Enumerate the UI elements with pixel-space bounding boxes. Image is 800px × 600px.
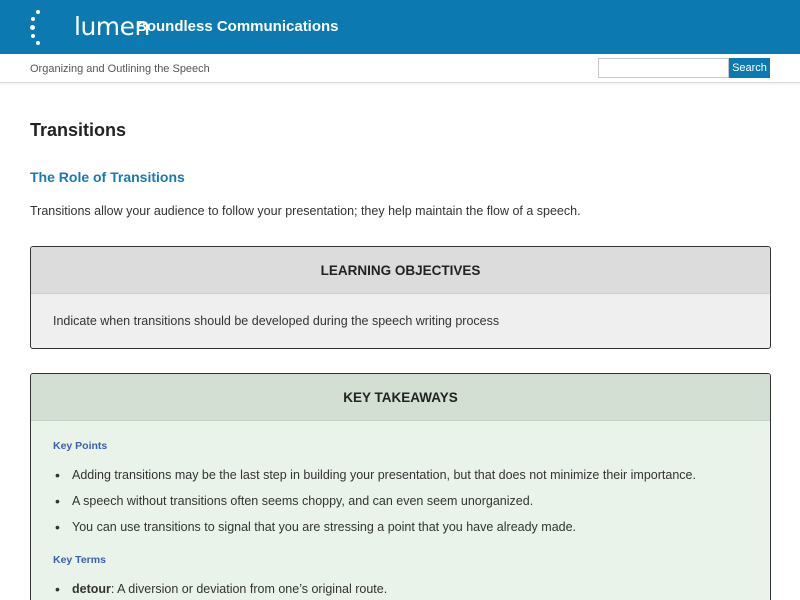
list-item <box>53 579 387 600</box>
search-input[interactable] <box>598 58 729 78</box>
learning-objectives-text: Indicate when transitions should be developed during the speech writing process <box>53 314 500 328</box>
site-title[interactable]: Boundless Communications <box>136 18 339 35</box>
breadcrumb[interactable]: Organizing and Outlining the Speech <box>30 63 210 75</box>
key-terms-label: Key Terms <box>53 554 106 566</box>
section-heading: The Role of Transitions <box>30 169 185 185</box>
key-term: detour <box>72 582 111 596</box>
key-term-definition: : A diversion or deviation from one’s original route. <box>110 582 388 596</box>
intro-paragraph: Transitions allow your audience to follow your presentation; they help maintain the flow of a speech. <box>30 204 581 218</box>
key-points-label: Key Points <box>53 440 108 452</box>
learning-objectives-box <box>30 246 771 349</box>
lumen-logo[interactable] <box>30 8 150 48</box>
list-item: • A speech without transitions often seems choppy, and can even seem unorganized. <box>53 491 696 517</box>
learning-objectives-heading: LEARNING OBJECTIVES <box>31 247 770 294</box>
page-title: Transitions <box>30 120 127 140</box>
key-terms-list <box>53 579 387 600</box>
key-takeaways-heading: KEY TAKEAWAYS <box>31 374 770 421</box>
key-points-list <box>53 465 696 543</box>
list-item: • You can use transitions to signal that you are stressing a point that you have already made. <box>53 517 696 543</box>
sub-header <box>0 54 800 83</box>
logo-text: lumen <box>74 12 150 41</box>
key-takeaways-box <box>30 373 771 600</box>
logo-dots-icon <box>30 8 44 48</box>
search-button[interactable]: Search <box>729 58 770 78</box>
top-header <box>0 0 800 54</box>
list-item: • Adding transitions may be the last step in building your presentation, but that does not minimize their importance. <box>53 465 696 491</box>
